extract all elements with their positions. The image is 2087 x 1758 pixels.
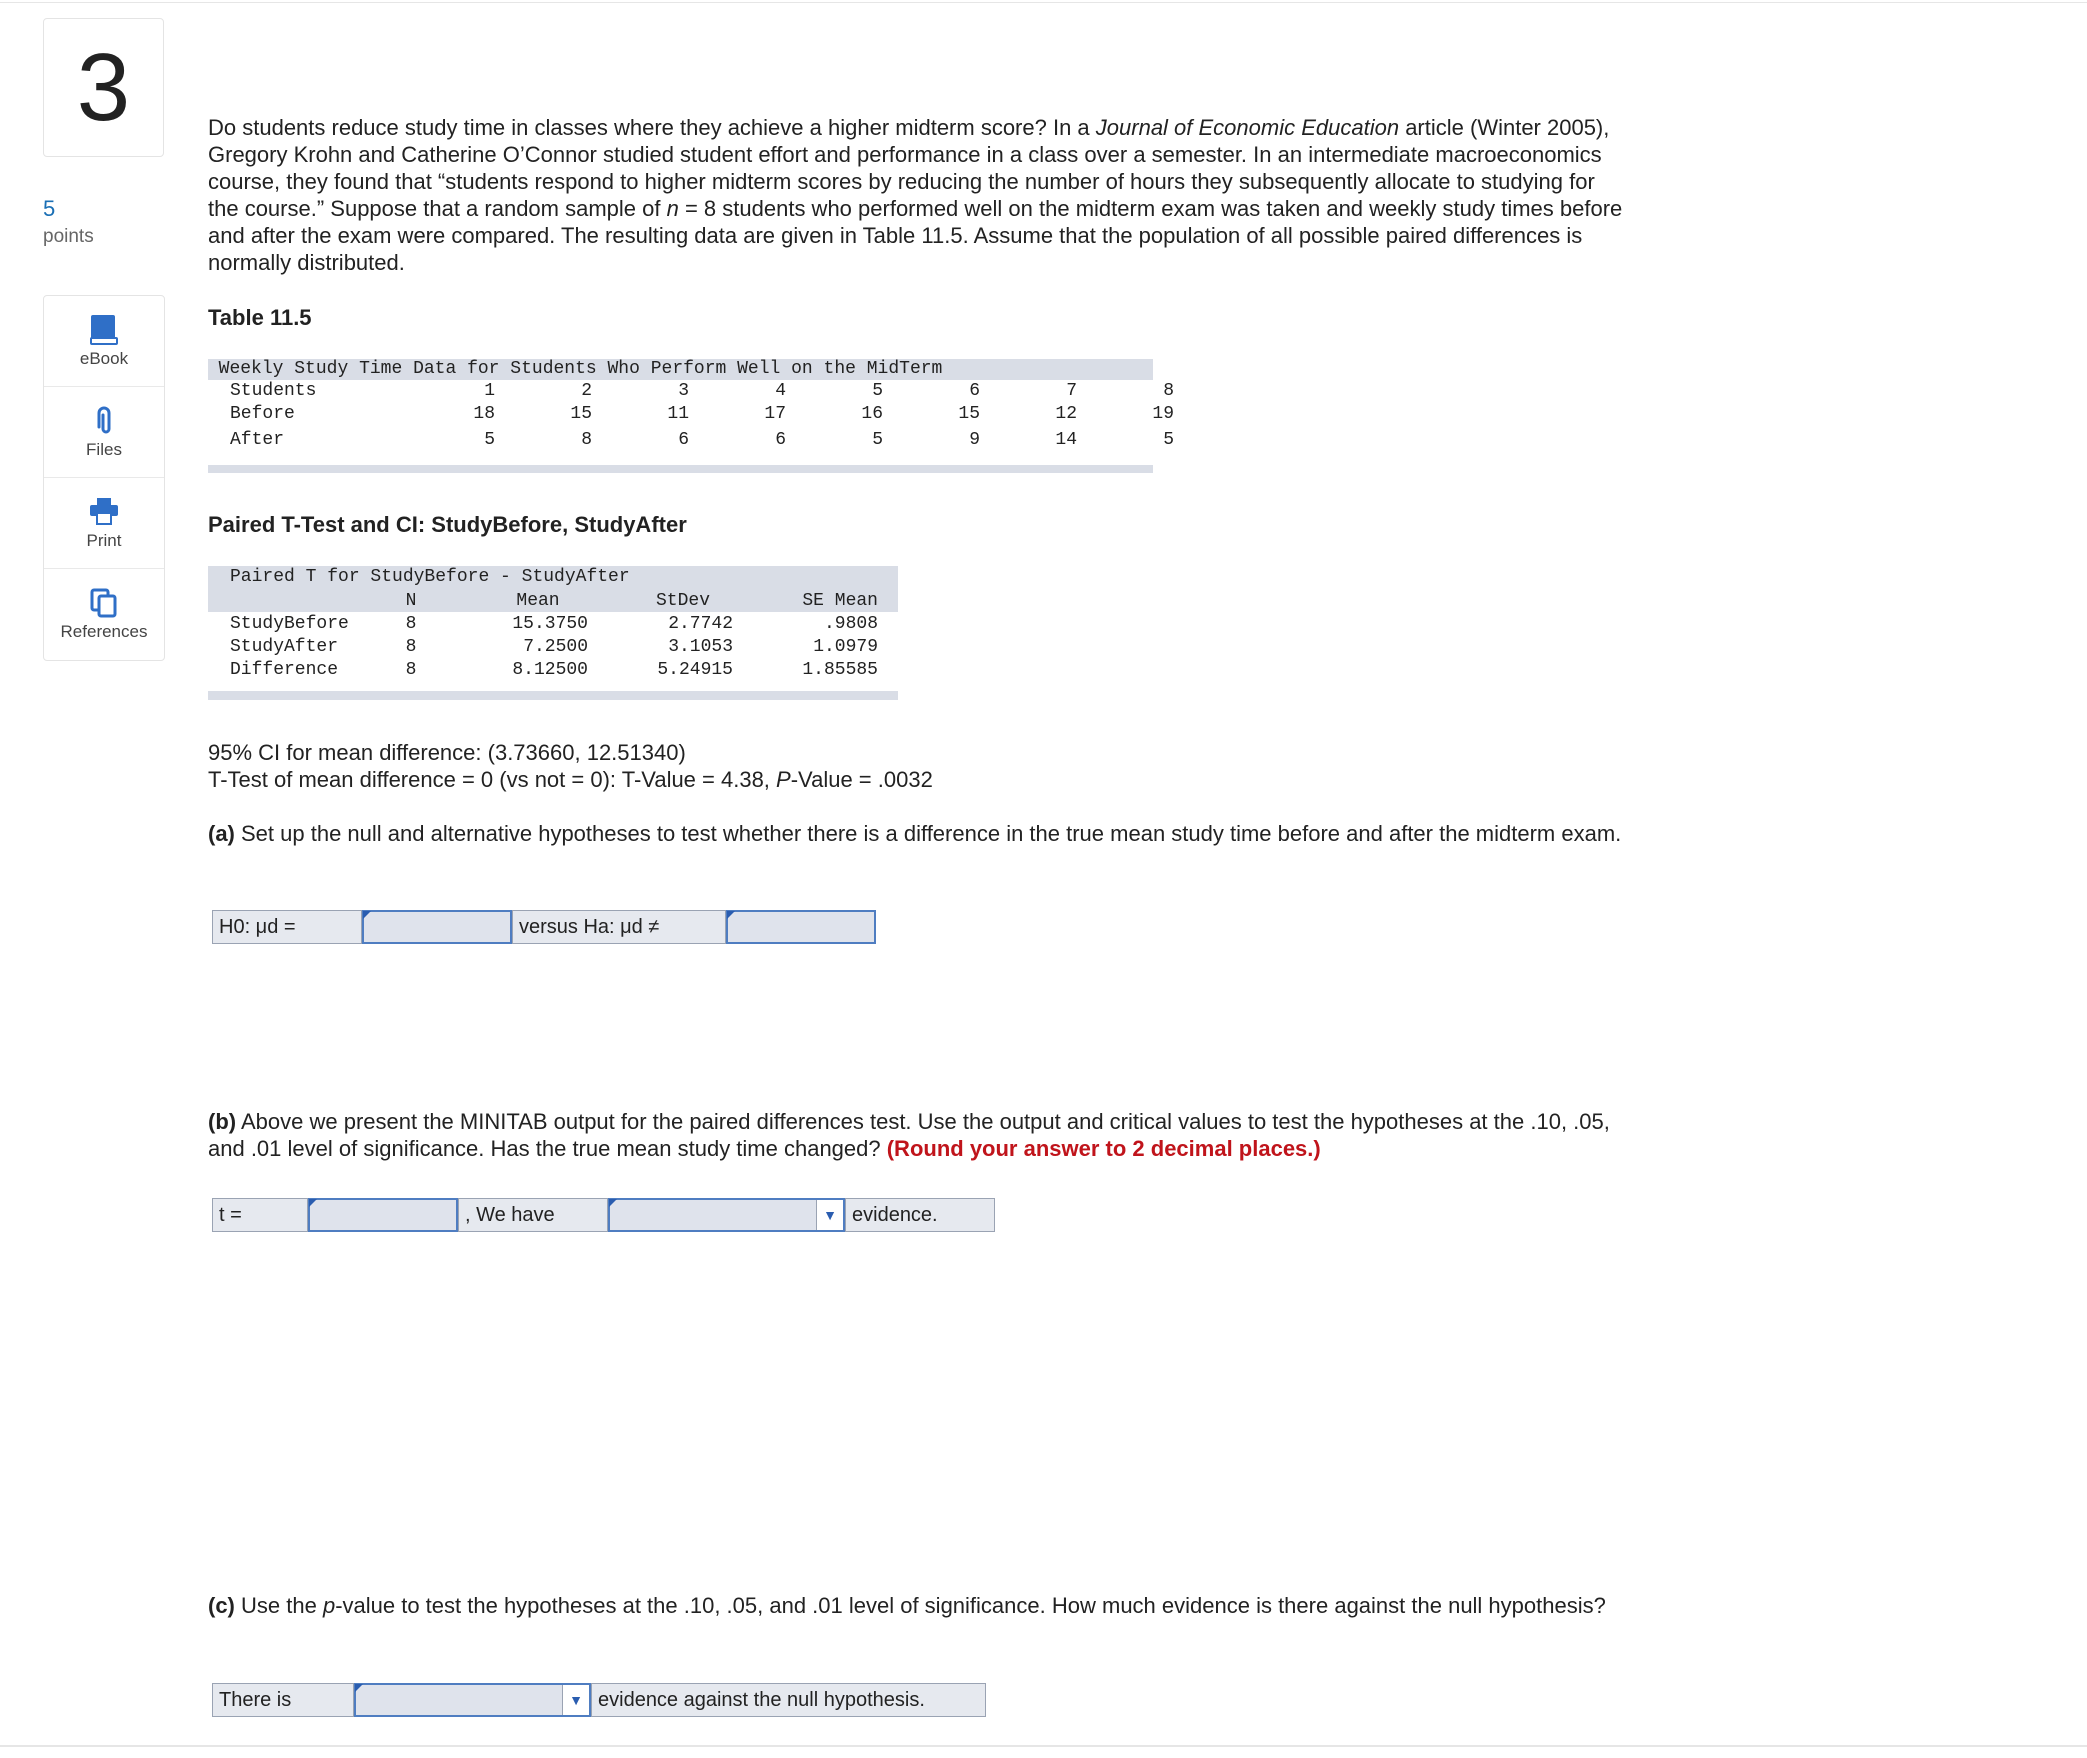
ci-line: 95% CI for mean difference: (3.73660, 12.51340) (208, 740, 686, 765)
table-row: StudyBefore (230, 614, 349, 634)
references-button[interactable] (44, 569, 164, 660)
rounding-note: (Round your answer to 2 decimal places.) (886, 1136, 1321, 1161)
references-label: References (60, 622, 148, 641)
evidence-label: evidence. (845, 1198, 995, 1232)
ha-input[interactable] (726, 910, 876, 944)
copy-icon (89, 587, 119, 619)
we-have-label: , We have (458, 1198, 608, 1232)
chevron-down-icon[interactable]: ▼ (562, 1685, 589, 1715)
ttest-heading: Paired T-Test and CI: StudyBefore, StudyAfter (208, 512, 687, 537)
table-row: Difference (230, 660, 339, 680)
t-label: t = (212, 1198, 308, 1232)
ttest-line: T-Test of mean difference = 0 (vs not = 0): T-Value = 4.38, P-Value = .0032 (208, 767, 933, 792)
evidence-select[interactable] (608, 1198, 845, 1232)
paperclip-icon (89, 405, 119, 437)
table-row: StudyAfter (230, 637, 339, 657)
question-toolbar (43, 295, 165, 661)
part-b-prompt: (b) Above we present the MINITAB output for the paired differences test. Use the output and critical values to test the hypotheses at the .10, .05, and .01 level of significance. Has the true mean study time changed? (Round your answer to 2 decimal places.) (208, 1109, 1610, 1161)
book-icon (89, 314, 119, 346)
ebook-button[interactable] (44, 296, 164, 387)
pvalue-row (212, 1683, 986, 1717)
print-label: Print (86, 531, 122, 550)
table-heading: Table 11.5 (208, 305, 312, 330)
part-a-prompt: (a) Set up the null and alternative hypotheses to test whether there is a difference in the true mean study time before and after the midterm exam. (208, 821, 1622, 846)
points-value: 5 (43, 196, 56, 221)
pvalue-evidence-select[interactable] (354, 1683, 591, 1717)
journal-title: Journal of Economic Education (1095, 115, 1400, 140)
ha-label: versus Ha: μd ≠ (512, 910, 726, 944)
part-c-prompt: (c) Use the p-value to test the hypotheses at the .10, .05, and .01 level of significance. How much evidence is there against the null hypothesis? (208, 1593, 1606, 1618)
chevron-down-icon[interactable]: ▼ (816, 1200, 843, 1230)
output-title: Paired T for StudyBefore - StudyAfter (230, 567, 630, 587)
ebook-label: eBook (79, 349, 129, 368)
study-time-table: Weekly Study Time Data for Students Who Perform Well on the MidTerm Students 1 2 3 4 5 6 7 8 Before 18 15 11 17 16 15 12 19 After 5 8 6 6 5 9 14 5 (208, 359, 1153, 380)
bottom-divider (0, 1745, 2087, 1747)
question-number: 3 (43, 18, 164, 157)
t-stat-row (212, 1198, 995, 1232)
t-input[interactable] (308, 1198, 458, 1232)
printer-icon (89, 496, 119, 528)
table-title: Weekly Study Time Data for Students Who Perform Well on the MidTerm (218, 359, 943, 379)
ci-result (208, 739, 1628, 793)
print-button[interactable] (44, 478, 164, 569)
files-button[interactable] (44, 387, 164, 478)
intro-paragraph: Do students reduce study time in classes where they achieve a higher midterm score? In a Journal of Economic Education article (Winter 2005), Gregory Krohn and Catherine O’Connor studied student effort and performance in a class over a semester. In an intermediate macroeconomics course, they found that “students respond to higher midterm scores by reducing the number of hours they subsequently allocate to studying for the course.” Suppose that a random sample of n = 8 students who performed well on the midterm exam was taken and weekly study times before and after the exam were compared. The resulting data are given in Table 11.5. Assume that the population of all possible paired differences is normally distributed. (208, 115, 1623, 275)
files-label: Files (86, 440, 122, 459)
points-label: points (43, 226, 94, 247)
paired-t-output: Paired T for StudyBefore - StudyAfter N Mean StDev SE Mean StudyBefore 8 15.3750 2.7742 .9808 StudyAfter 8 7.2500 3.1053 1.0979 Difference 8 8.12500 5.24915 1.85585 (208, 566, 898, 701)
h0-input[interactable] (362, 910, 512, 944)
top-divider (0, 2, 2087, 3)
pvalue-suffix-label: evidence against the null hypothesis. (591, 1683, 986, 1717)
hypotheses-row (212, 910, 876, 944)
there-is-label: There is (212, 1683, 354, 1717)
h0-label: H0: μd = (212, 910, 362, 944)
